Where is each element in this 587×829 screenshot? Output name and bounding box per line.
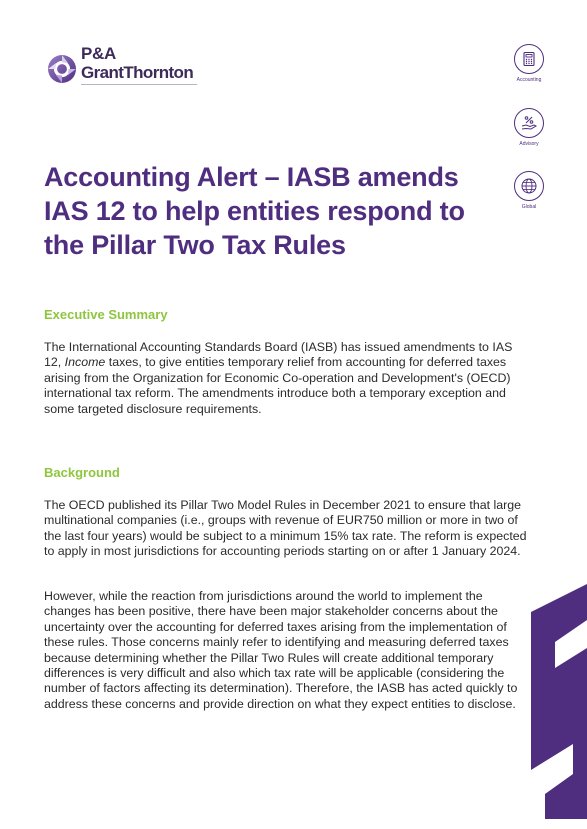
logo-text-pa: P&A	[81, 44, 116, 63]
grant-thornton-logo-icon	[47, 54, 77, 84]
background-paragraph-1: The OECD published its Pillar Two Model Rules in December 2021 to ensure that large multinational companies (i.e., groups with revenue of EUR750 million or more in two of the last four years) would be subject to a minimum 15% tax rate. The reform is expected to apply in most jurisdictions for accounting periods starting on or after 1 January 2024.	[44, 498, 527, 559]
exec-summary-text-2: taxes, to give entities temporary relief from accounting for deferred taxes arising from the Organization for Economic Co-operation and Development's (OECD) international tax reform. The amendments introduce both a temporary exception and some targeted disclosure requirements.	[44, 355, 511, 416]
service-global	[511, 171, 547, 210]
brand-logo	[47, 44, 207, 90]
logo-underline	[81, 84, 197, 85]
exec-summary-text-1: The International Accounting Standards Board (IASB) has issued amendments to IAS 12,	[44, 340, 513, 370]
executive-summary-heading: Executive Summary	[44, 307, 168, 322]
globe-icon	[514, 171, 544, 201]
percent-hand-icon	[514, 108, 544, 138]
background-paragraph-2: However, while the reaction from jurisdictions around the world to implement the changes has been positive, there have been major stakeholder concerns about the uncertainty over the accounting for deferred taxes arising from the implementation of these rules. Those concerns mainly refer to identifying and measuring deferred taxes because determining whether the Pillar Two Rules will create additional temporary differences is very difficult and also which tax rate will be applicable (considering the number of factors affecting its determination). Therefore, the IASB has acted quickly to address these concerns and provide direction on what they expect entities to disclose.	[44, 589, 518, 711]
service-label-accounting: Accounting	[516, 77, 542, 83]
document-title: Accounting Alert – IASB amends IAS 12 to help entities respond to the Pillar Two Tax Rules	[44, 162, 465, 260]
logo-text-grantthornton: GrantThornton	[81, 63, 194, 82]
service-label-global: Global	[521, 204, 537, 210]
calculator-icon	[514, 44, 544, 74]
decorative-purple-shape	[531, 584, 587, 819]
executive-summary-paragraph	[44, 340, 532, 417]
service-label-advisory: Advisory	[519, 141, 539, 147]
background-heading: Background	[44, 465, 120, 480]
exec-summary-italic: Income	[64, 355, 106, 370]
service-accounting	[511, 44, 547, 83]
service-advisory	[511, 108, 547, 147]
